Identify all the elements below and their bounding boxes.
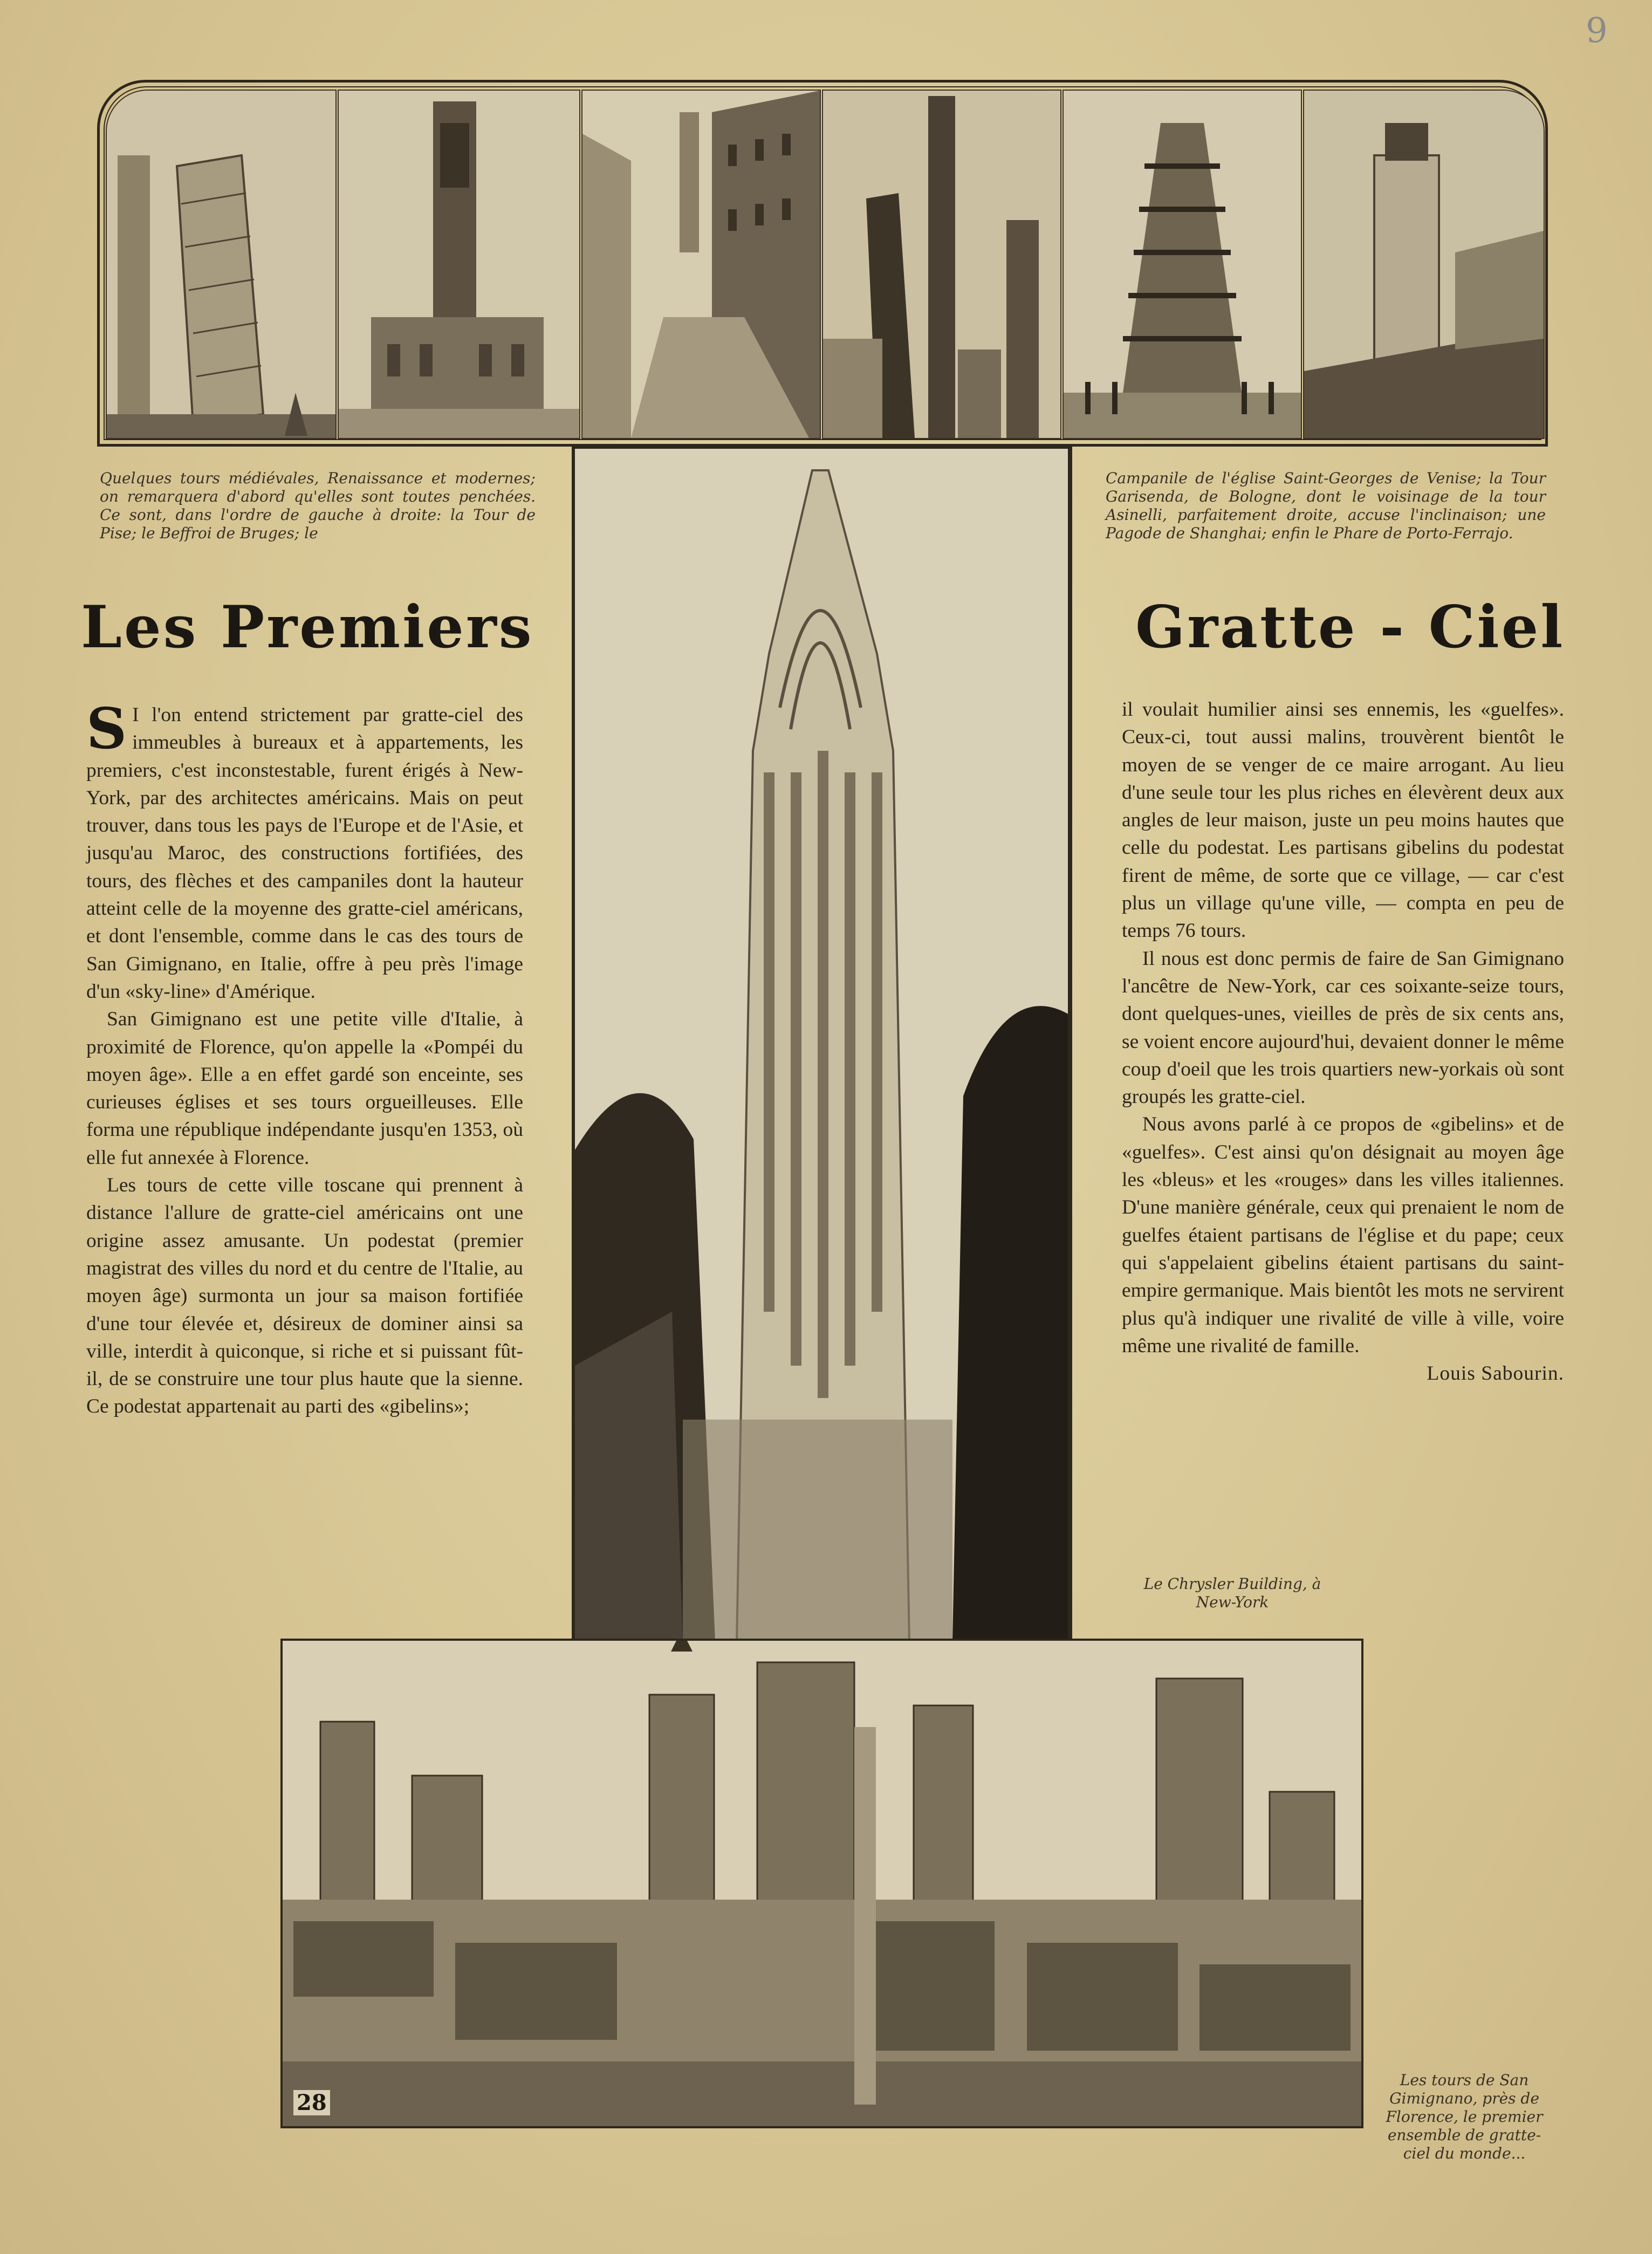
article-paragraph <box>86 695 523 1005</box>
column-rule-right <box>1068 447 1070 1640</box>
photo-bologna-towers <box>822 90 1061 439</box>
photo-san-gimignano <box>280 1639 1363 2128</box>
dropcap: S <box>86 695 127 762</box>
headline-right: Gratte - Ciel <box>1135 593 1565 661</box>
article-paragraph: San Gimignano est une petite ville d'Italie, à proximité de Florence, qu'on appelle la «Pompéi du moyen âge». Elle a en effet gardé son enceinte, ses curieuses églises et ses tours orgueilleuses. Elle forma une république indépendante jusqu'en 1353, où elle fut annexée à Florence. <box>86 1008 523 1169</box>
article-column-left <box>86 695 523 1421</box>
top-caption-right: Campanile de l'église Saint-Georges de Venise; la Tour Garisenda, de Bologne, dont le voisinage de la tour Asinelli, parfaitement droite, accuse l'inclinaison; une Pagode de Shanghai; enfin le Phare de Porto-Ferrajo. <box>1106 469 1546 542</box>
sangimignano-caption: Les tours de San Gimignano, près de Florence, le premier ensemble de gratte-ciel du monde... <box>1386 2071 1543 2162</box>
paragraph-text: I l'on entend strictement par gratte-ciel des immeubles à bureaux et à appartements, les premiers, c'est inconstestable, furent érigés à New-York, par des architectes américains. Mais on peut trouver, dans tous les pays de l'Europe et de l'Asie, et jusqu'au Maroc, des constructions fortifiées, des tours, des flèches et des campaniles dont la hauteur atteint celle de la moyenne des gratte-ciel américans, et dont l'ensemble, comme dans le cas des tours de San Gimignano, en Italie, offre à peu près l'image d'un «sky-line» d'Amérique. <box>86 704 523 1003</box>
article-paragraph: il voulait humilier ainsi ses ennemis, les «guelfes». Ceux-ci, tout aussi malins, trouvèrent bientôt le moyen de se venger de ce maire arrogant. Au lieu d'une seule tour les plus riches en élevèrent deux aux angles de leur maison, juste un peu moins hautes que celle du podestat. Les partisans gibelins du podestat firent de même, de sorte que ce village, — car c'est plus un village qu'une ville, — compta en peu de temps 76 tours. <box>1122 698 1564 942</box>
headline-left: Les Premiers <box>81 593 534 661</box>
page-number: 28 <box>293 2090 330 2115</box>
article-paragraph: Nous avons parlé à ce propos de «gibelins» et de «guelfes». C'est ainsi qu'on désignait au moyen âge les «bleus» et les «rouges» dans les villes italiennes. D'une manière générale, ceux qui prenaient le nom de guelfes étaient partisans de l'église et du pape; ceux qui s'appelaient gibelins étaient partisans du saint-empire germanique. Mais bientôt les mots ne servirent plus qu'à indiquer une rivalité de ville à ville, voire même une rivalité de famille. <box>1122 1113 1564 1357</box>
article-column-right <box>1122 696 1564 1387</box>
author-signature: Louis Sabourin. <box>1427 1362 1564 1385</box>
photo-pisa-tower <box>106 90 337 439</box>
article-paragraph: Il nous est donc permis de faire de San Gimignano l'ancêtre de New-York, car ces soixante-seize tours, dont quelques-unes, vieilles de près de six cents ans, se voient encore aujourd'hui, devaient donner le même coup d'oeil que les trois quartiers new-yorkais où sont groupés les gratte-ciel. <box>1122 947 1564 1108</box>
corner-mark: 9 <box>1586 11 1608 51</box>
column-rule-left <box>572 447 574 1640</box>
photo-portoferraio-lighthouse <box>1303 90 1545 439</box>
top-caption-left: Quelques tours médiévales, Renaissance et modernes; on remarquera d'abord qu'elles sont toutes penchées. Ce sont, dans l'ordre de gauche à droite: la Tour de Pise; le Beffroi de Bruges; le <box>100 469 536 542</box>
photo-shanghai-pagoda <box>1063 90 1302 439</box>
photo-bruges-belfry <box>338 90 580 439</box>
photo-venice-campanile <box>581 90 821 439</box>
chrysler-caption: Le Chrysler Building, à New-York <box>1143 1575 1321 1611</box>
article-paragraph: Les tours de cette ville toscane qui prennent à distance l'allure de gratte-ciel américains ont une origine assez amusante. Un podestat (premier magistrat des villes du nord et du centre de l'Italie, au moyen âge) surmonta un jour sa maison fortifiée d'une tour élevée et, désireux de dominer ainsi sa ville, interdit à quiconque, si riche et si puissant fût-il, de se construire une tour plus haute que la sienne. Ce podestat appartenait au parti des «gibelins»; <box>86 1174 523 1418</box>
photo-chrysler-building <box>573 447 1072 1644</box>
